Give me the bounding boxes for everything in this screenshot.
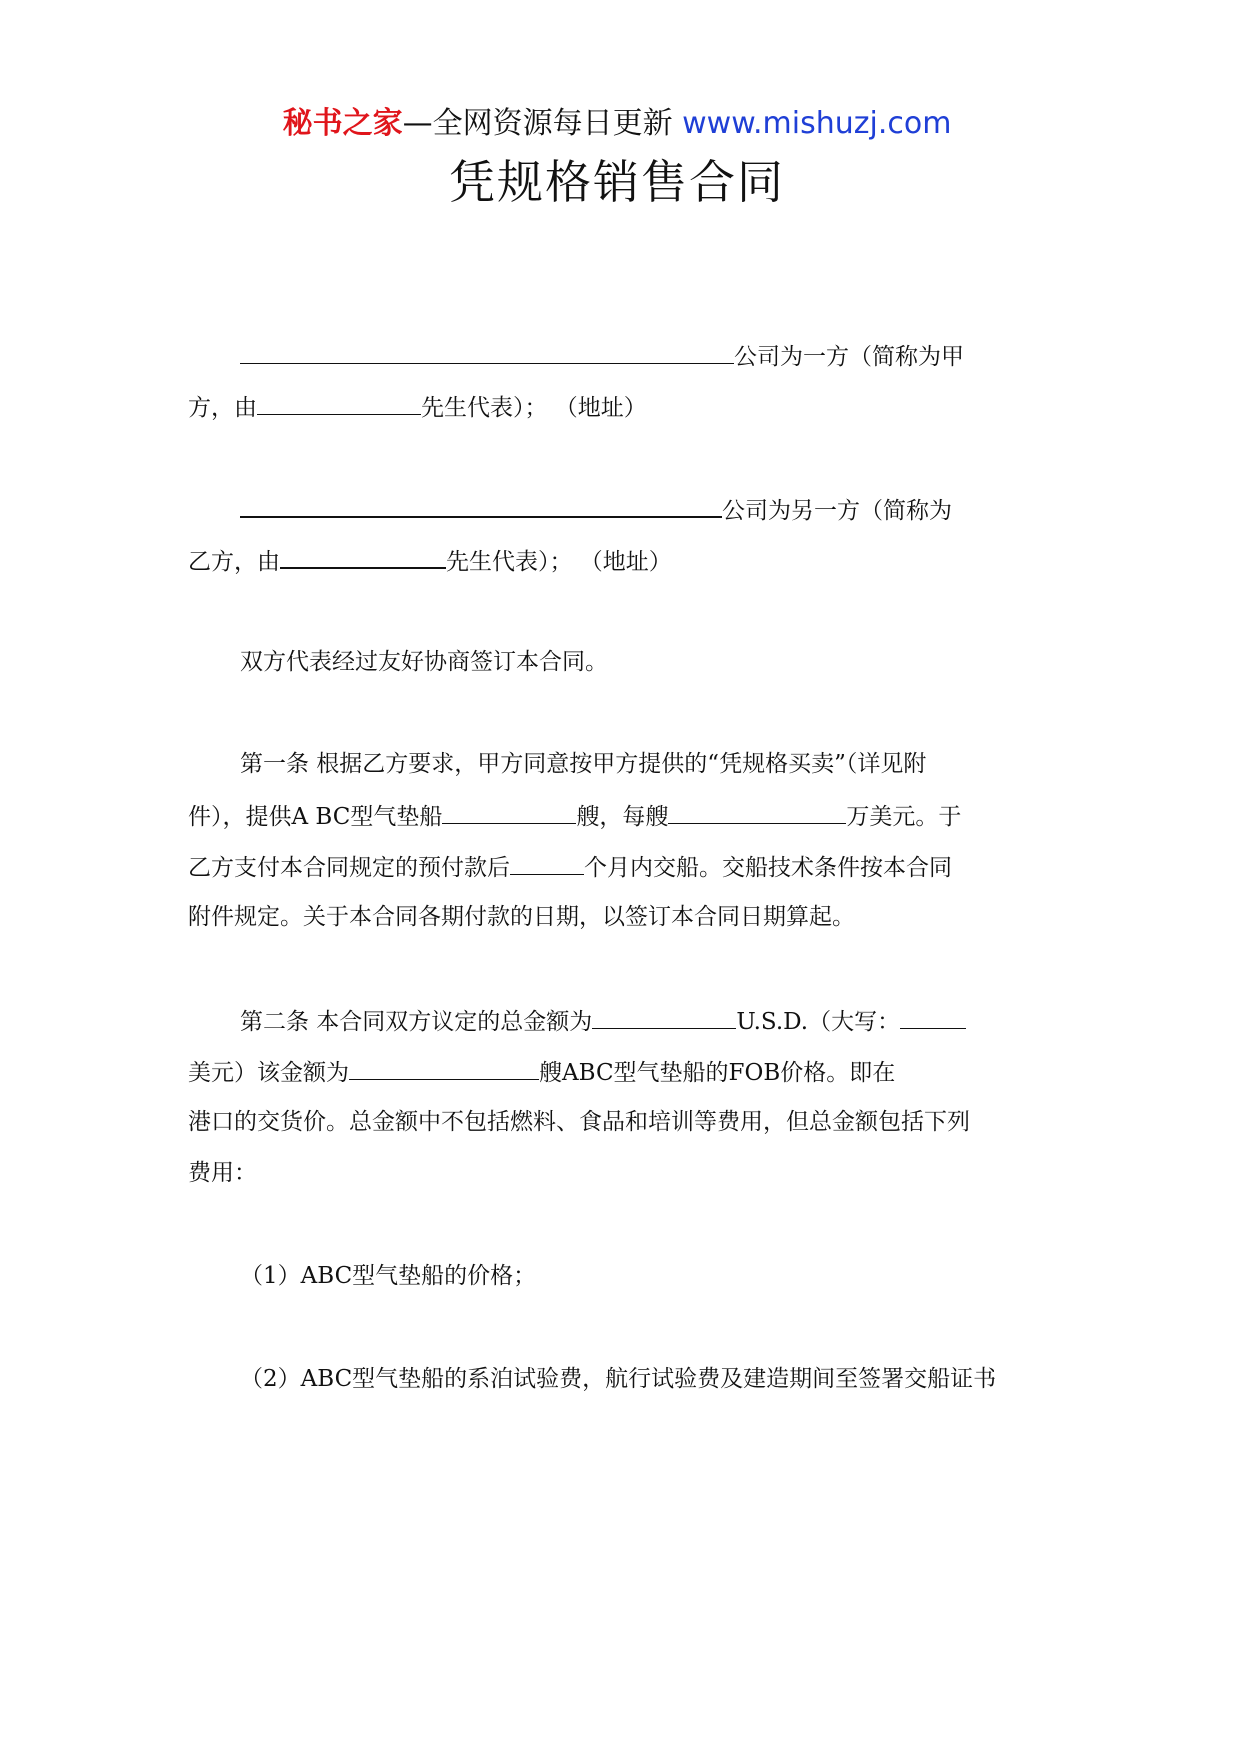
party-a-line-1	[240, 339, 964, 373]
article-2-line-4: 费用：	[188, 1160, 257, 1186]
article-1-line-3	[188, 850, 952, 884]
article-1-text-3b: 个月内交船。交船技术条件按本合同	[584, 855, 952, 881]
article-2-line-2	[188, 1055, 895, 1089]
article-1-line-4: 附件规定。关于本合同各期付款的日期，以签订本合同日期算起。	[188, 904, 855, 930]
party-a-text-2b: 先生代表）； （地址）	[421, 395, 647, 421]
company-a-blank	[240, 339, 734, 364]
party-b-line-1	[240, 492, 952, 527]
article-1-line-1: 第一条 根据乙方要求，甲方同意按甲方提供的“凭规格买卖”（详见附	[240, 751, 927, 777]
quantity-blank	[442, 799, 576, 824]
total-amount-blank	[592, 1004, 736, 1029]
article-2-line-1	[240, 1004, 966, 1038]
article-2-text-2b: 艘ABC型气垫船的FOB价格。即在	[539, 1060, 896, 1086]
document-title: 凭规格销售合同	[449, 155, 785, 209]
article-2-text-1b: U.S.D.（大写：	[736, 1009, 901, 1035]
list-item-1: （1）ABC型气垫船的价格；	[240, 1263, 537, 1289]
party-a-text-1: 公司为一方（简称为甲	[734, 344, 964, 370]
article-2-text-2a: 美元）该金额为	[188, 1060, 349, 1086]
agreement-paragraph: 双方代表经过友好协商签订本合同。	[240, 649, 608, 675]
representative-b-blank	[280, 543, 446, 569]
site-url-link[interactable]: www.mishuzj.com	[682, 106, 952, 141]
unit-price-blank	[668, 799, 846, 824]
company-b-blank	[240, 492, 722, 518]
article-1-line-2	[188, 799, 961, 833]
party-b-text-1: 公司为另一方（简称为	[722, 498, 952, 524]
amount-in-words-blank	[900, 1004, 966, 1029]
article-2-text-1a: 第二条 本合同双方议定的总金额为	[240, 1009, 593, 1035]
representative-a-blank	[257, 390, 421, 415]
article-1-text-2b: 艘，每艘	[576, 804, 669, 830]
party-b-text-2a: 乙方，由	[188, 549, 280, 575]
article-1-text-2a: 件），提供A BC型气垫船	[188, 804, 443, 830]
delivery-months-blank	[510, 850, 584, 875]
vessel-count-blank	[349, 1055, 539, 1080]
brand-name: 秘书之家	[282, 106, 403, 141]
article-1-text-2c: 万美元。于	[846, 804, 962, 830]
list-item-2: （2）ABC型气垫船的系泊试验费，航行试验费及建造期间至签署交船证书	[240, 1366, 997, 1392]
site-slogan: —全网资源每日更新	[402, 106, 673, 141]
site-banner	[0, 104, 1234, 144]
article-1-text-3a: 乙方支付本合同规定的预付款后	[188, 855, 510, 881]
party-a-text-2a: 方，由	[188, 395, 257, 421]
article-2-line-3: 港口的交货价。总金额中不包括燃料、食品和培训等费用，但总金额包括下列	[188, 1109, 970, 1135]
party-b-text-2b: 先生代表）； （地址）	[446, 549, 672, 575]
party-a-line-2	[188, 390, 647, 424]
party-b-line-2	[188, 543, 672, 578]
